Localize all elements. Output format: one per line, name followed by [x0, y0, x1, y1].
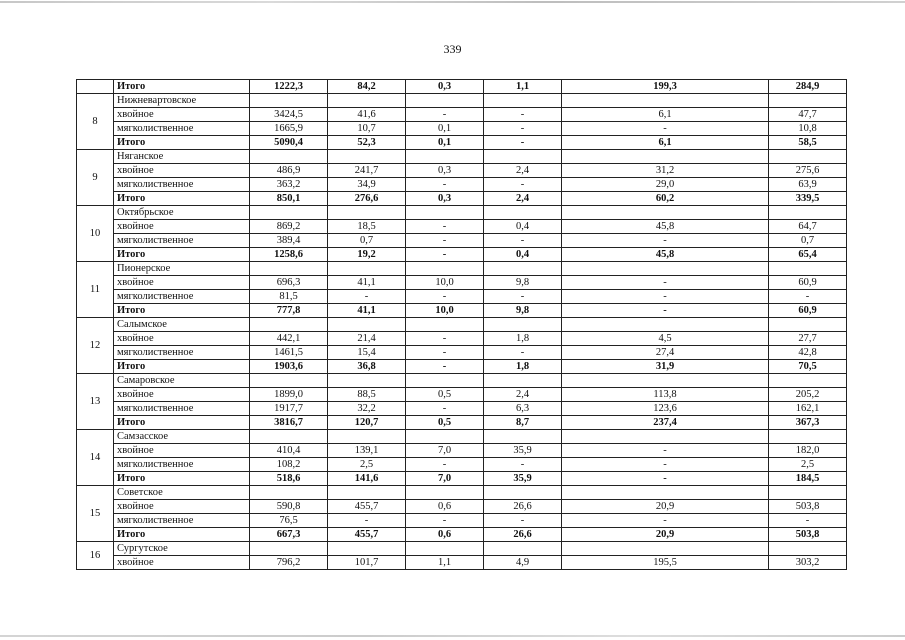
value-cell: 32,2 — [328, 402, 406, 416]
value-cell: 3816,7 — [250, 416, 328, 430]
empty-cell — [484, 542, 562, 556]
value-cell: 184,5 — [769, 472, 847, 486]
value-cell: 36,8 — [328, 360, 406, 374]
value-cell: 2,4 — [484, 388, 562, 402]
value-cell: 1,8 — [484, 332, 562, 346]
value-cell: - — [562, 514, 769, 528]
value-cell: 34,9 — [328, 178, 406, 192]
value-cell: - — [769, 290, 847, 304]
district-total-row — [77, 136, 847, 150]
value-cell: 45,8 — [562, 220, 769, 234]
value-cell: 9,8 — [484, 304, 562, 318]
empty-cell — [328, 542, 406, 556]
empty-cell — [562, 94, 769, 108]
value-cell: 199,3 — [562, 80, 769, 94]
value-cell: 850,1 — [250, 192, 328, 206]
species-row — [77, 514, 847, 528]
value-cell: - — [562, 122, 769, 136]
species-label: мягколиственное — [114, 290, 250, 304]
district-name: Салымское — [114, 318, 250, 332]
value-cell: 2,4 — [484, 164, 562, 178]
empty-cell — [484, 374, 562, 388]
district-name: Сургутское — [114, 542, 250, 556]
carryover-total-row — [77, 80, 847, 94]
species-label: хвойное — [114, 556, 250, 570]
value-cell: 1917,7 — [250, 402, 328, 416]
value-cell: 0,5 — [406, 416, 484, 430]
value-cell: 47,7 — [769, 108, 847, 122]
value-cell: 41,1 — [328, 304, 406, 318]
value-cell: 42,8 — [769, 346, 847, 360]
empty-cell — [328, 374, 406, 388]
row-number-cell — [77, 80, 114, 94]
species-label: хвойное — [114, 388, 250, 402]
empty-cell — [250, 486, 328, 500]
empty-cell — [562, 262, 769, 276]
value-cell: 20,9 — [562, 500, 769, 514]
value-cell: 0,7 — [328, 234, 406, 248]
value-cell: 367,3 — [769, 416, 847, 430]
total-label: Итого — [114, 360, 250, 374]
species-label: мягколиственное — [114, 458, 250, 472]
value-cell: - — [484, 234, 562, 248]
value-cell: 518,6 — [250, 472, 328, 486]
empty-cell — [406, 430, 484, 444]
district-header-row — [77, 262, 847, 276]
empty-cell — [562, 430, 769, 444]
empty-cell — [406, 374, 484, 388]
value-cell: 1222,3 — [250, 80, 328, 94]
value-cell: - — [406, 346, 484, 360]
value-cell: - — [484, 122, 562, 136]
value-cell: 6,1 — [562, 108, 769, 122]
empty-cell — [769, 262, 847, 276]
value-cell: 64,7 — [769, 220, 847, 234]
empty-cell — [328, 94, 406, 108]
empty-cell — [328, 206, 406, 220]
empty-cell — [769, 374, 847, 388]
district-total-row — [77, 360, 847, 374]
value-cell: - — [484, 514, 562, 528]
value-cell: 284,9 — [769, 80, 847, 94]
district-name: Пионерское — [114, 262, 250, 276]
value-cell: - — [406, 108, 484, 122]
empty-cell — [406, 542, 484, 556]
value-cell: 10,0 — [406, 276, 484, 290]
species-label: мягколиственное — [114, 178, 250, 192]
district-number: 15 — [77, 486, 114, 542]
species-row — [77, 458, 847, 472]
empty-cell — [769, 150, 847, 164]
empty-cell — [406, 206, 484, 220]
value-cell: 182,0 — [769, 444, 847, 458]
species-label: хвойное — [114, 164, 250, 178]
value-cell: 76,5 — [250, 514, 328, 528]
value-cell: 5090,4 — [250, 136, 328, 150]
total-label: Итого — [114, 472, 250, 486]
district-name: Октябрьское — [114, 206, 250, 220]
empty-cell — [250, 94, 328, 108]
district-name: Самаровское — [114, 374, 250, 388]
value-cell: 0,3 — [406, 164, 484, 178]
value-cell: 27,4 — [562, 346, 769, 360]
value-cell: 455,7 — [328, 528, 406, 542]
empty-cell — [250, 262, 328, 276]
value-cell: 65,4 — [769, 248, 847, 262]
value-cell: 60,9 — [769, 276, 847, 290]
value-cell: - — [562, 444, 769, 458]
value-cell: 442,1 — [250, 332, 328, 346]
district-total-row — [77, 304, 847, 318]
value-cell: - — [328, 290, 406, 304]
value-cell: 1903,6 — [250, 360, 328, 374]
value-cell: 195,5 — [562, 556, 769, 570]
value-cell: 1899,0 — [250, 388, 328, 402]
value-cell: 41,1 — [328, 276, 406, 290]
value-cell: 58,5 — [769, 136, 847, 150]
district-header-row — [77, 318, 847, 332]
species-row — [77, 122, 847, 136]
value-cell: - — [562, 276, 769, 290]
value-cell: 0,4 — [484, 220, 562, 234]
species-label: хвойное — [114, 332, 250, 346]
district-number: 12 — [77, 318, 114, 374]
value-cell: 0,4 — [484, 248, 562, 262]
value-cell: 363,2 — [250, 178, 328, 192]
species-label: хвойное — [114, 276, 250, 290]
value-cell: 70,5 — [769, 360, 847, 374]
empty-cell — [769, 206, 847, 220]
value-cell: 276,6 — [328, 192, 406, 206]
species-row — [77, 444, 847, 458]
value-cell: 18,5 — [328, 220, 406, 234]
empty-cell — [250, 374, 328, 388]
district-header-row — [77, 150, 847, 164]
empty-cell — [406, 94, 484, 108]
empty-cell — [484, 430, 562, 444]
value-cell: 275,6 — [769, 164, 847, 178]
value-cell: 503,8 — [769, 528, 847, 542]
value-cell: 26,6 — [484, 528, 562, 542]
total-label: Итого — [114, 416, 250, 430]
empty-cell — [250, 150, 328, 164]
district-name: Нижневартовское — [114, 94, 250, 108]
value-cell: 7,0 — [406, 444, 484, 458]
district-number: 8 — [77, 94, 114, 150]
value-cell: - — [406, 360, 484, 374]
empty-cell — [484, 94, 562, 108]
district-total-row — [77, 416, 847, 430]
species-label: хвойное — [114, 108, 250, 122]
value-cell: 6,1 — [562, 136, 769, 150]
value-cell: 0,1 — [406, 122, 484, 136]
empty-cell — [250, 430, 328, 444]
scan-edge-bottom — [0, 635, 905, 637]
value-cell: - — [562, 234, 769, 248]
value-cell: 8,7 — [484, 416, 562, 430]
empty-cell — [769, 94, 847, 108]
value-cell: 6,3 — [484, 402, 562, 416]
value-cell: - — [562, 472, 769, 486]
value-cell: 1665,9 — [250, 122, 328, 136]
empty-cell — [484, 206, 562, 220]
value-cell: 21,4 — [328, 332, 406, 346]
value-cell: - — [484, 178, 562, 192]
value-cell: 0,7 — [769, 234, 847, 248]
value-cell: 0,3 — [406, 80, 484, 94]
species-row — [77, 178, 847, 192]
value-cell: 869,2 — [250, 220, 328, 234]
empty-cell — [250, 206, 328, 220]
value-cell: 455,7 — [328, 500, 406, 514]
species-row — [77, 332, 847, 346]
value-cell: 123,6 — [562, 402, 769, 416]
district-total-row — [77, 528, 847, 542]
value-cell: 796,2 — [250, 556, 328, 570]
value-cell: 2,4 — [484, 192, 562, 206]
value-cell: 81,5 — [250, 290, 328, 304]
value-cell: 20,9 — [562, 528, 769, 542]
district-total-row — [77, 248, 847, 262]
value-cell: - — [562, 304, 769, 318]
district-number: 16 — [77, 542, 114, 570]
value-cell: 777,8 — [250, 304, 328, 318]
scan-edge-top — [0, 1, 905, 3]
empty-cell — [562, 486, 769, 500]
value-cell: - — [484, 290, 562, 304]
value-cell: - — [406, 332, 484, 346]
value-cell: 9,8 — [484, 276, 562, 290]
value-cell: 237,4 — [562, 416, 769, 430]
value-cell: 60,9 — [769, 304, 847, 318]
species-row — [77, 346, 847, 360]
total-label: Итого — [114, 304, 250, 318]
species-row — [77, 164, 847, 178]
species-label: хвойное — [114, 444, 250, 458]
district-name: Няганское — [114, 150, 250, 164]
district-header-row — [77, 542, 847, 556]
value-cell: 45,8 — [562, 248, 769, 262]
value-cell: 389,4 — [250, 234, 328, 248]
value-cell: - — [406, 290, 484, 304]
value-cell: 2,5 — [328, 458, 406, 472]
value-cell: 88,5 — [328, 388, 406, 402]
value-cell: 101,7 — [328, 556, 406, 570]
value-cell: 410,4 — [250, 444, 328, 458]
district-name: Советское — [114, 486, 250, 500]
value-cell: 1,8 — [484, 360, 562, 374]
value-cell: 503,8 — [769, 500, 847, 514]
value-cell: 84,2 — [328, 80, 406, 94]
species-row — [77, 108, 847, 122]
value-cell: - — [484, 458, 562, 472]
species-label: мягколиственное — [114, 122, 250, 136]
value-cell: 63,9 — [769, 178, 847, 192]
empty-cell — [328, 430, 406, 444]
value-cell: 29,0 — [562, 178, 769, 192]
value-cell: - — [484, 346, 562, 360]
species-row — [77, 402, 847, 416]
species-row — [77, 388, 847, 402]
value-cell: 141,6 — [328, 472, 406, 486]
value-cell: 486,9 — [250, 164, 328, 178]
empty-cell — [769, 430, 847, 444]
value-cell: 31,9 — [562, 360, 769, 374]
value-cell: - — [406, 234, 484, 248]
empty-cell — [328, 486, 406, 500]
empty-cell — [562, 150, 769, 164]
value-cell: 108,2 — [250, 458, 328, 472]
value-cell: 120,7 — [328, 416, 406, 430]
empty-cell — [406, 318, 484, 332]
value-cell: 0,6 — [406, 500, 484, 514]
species-row — [77, 290, 847, 304]
value-cell: 0,6 — [406, 528, 484, 542]
value-cell: 35,9 — [484, 472, 562, 486]
value-cell: 4,9 — [484, 556, 562, 570]
species-label: хвойное — [114, 220, 250, 234]
empty-cell — [406, 262, 484, 276]
empty-cell — [484, 486, 562, 500]
value-cell: 667,3 — [250, 528, 328, 542]
value-cell: - — [562, 290, 769, 304]
value-cell: 113,8 — [562, 388, 769, 402]
empty-cell — [250, 542, 328, 556]
value-cell: 26,6 — [484, 500, 562, 514]
value-cell: - — [328, 514, 406, 528]
value-cell: - — [406, 178, 484, 192]
empty-cell — [562, 542, 769, 556]
district-header-row — [77, 206, 847, 220]
value-cell: 35,9 — [484, 444, 562, 458]
value-cell: 1461,5 — [250, 346, 328, 360]
total-label: Итого — [114, 136, 250, 150]
empty-cell — [484, 150, 562, 164]
empty-cell — [250, 318, 328, 332]
value-cell: 339,5 — [769, 192, 847, 206]
district-header-row — [77, 430, 847, 444]
empty-cell — [328, 150, 406, 164]
value-cell: 41,6 — [328, 108, 406, 122]
value-cell: 19,2 — [328, 248, 406, 262]
district-number: 11 — [77, 262, 114, 318]
table-body — [77, 80, 847, 570]
value-cell: 10,8 — [769, 122, 847, 136]
value-cell: 162,1 — [769, 402, 847, 416]
district-name: Самзасское — [114, 430, 250, 444]
value-cell: 139,1 — [328, 444, 406, 458]
empty-cell — [484, 318, 562, 332]
value-cell: 27,7 — [769, 332, 847, 346]
value-cell: 241,7 — [328, 164, 406, 178]
value-cell: 0,3 — [406, 192, 484, 206]
empty-cell — [769, 542, 847, 556]
empty-cell — [406, 150, 484, 164]
district-header-row — [77, 94, 847, 108]
species-label: мягколиственное — [114, 514, 250, 528]
value-cell: - — [562, 458, 769, 472]
value-cell: 1258,6 — [250, 248, 328, 262]
value-cell: 60,2 — [562, 192, 769, 206]
value-cell: 0,1 — [406, 136, 484, 150]
value-cell: 15,4 — [328, 346, 406, 360]
species-label: мягколиственное — [114, 234, 250, 248]
value-cell: - — [406, 220, 484, 234]
species-label: мягколиственное — [114, 402, 250, 416]
empty-cell — [769, 318, 847, 332]
value-cell: - — [406, 514, 484, 528]
value-cell: 31,2 — [562, 164, 769, 178]
value-cell: 303,2 — [769, 556, 847, 570]
species-label: хвойное — [114, 500, 250, 514]
value-cell: 1,1 — [406, 556, 484, 570]
value-cell: 2,5 — [769, 458, 847, 472]
value-cell: - — [406, 402, 484, 416]
district-number: 10 — [77, 206, 114, 262]
value-cell: - — [484, 108, 562, 122]
page-number: 339 — [443, 42, 462, 56]
district-total-row — [77, 472, 847, 486]
species-row — [77, 276, 847, 290]
district-number: 9 — [77, 150, 114, 206]
value-cell: 696,3 — [250, 276, 328, 290]
district-number: 14 — [77, 430, 114, 486]
row-label: Итого — [114, 80, 250, 94]
empty-cell — [484, 262, 562, 276]
total-label: Итого — [114, 248, 250, 262]
species-label: мягколиственное — [114, 346, 250, 360]
empty-cell — [328, 318, 406, 332]
value-cell: - — [406, 248, 484, 262]
species-row — [77, 556, 847, 570]
forestry-table — [76, 79, 847, 570]
value-cell: 1,1 — [484, 80, 562, 94]
total-label: Итого — [114, 192, 250, 206]
value-cell: - — [769, 514, 847, 528]
value-cell: 0,5 — [406, 388, 484, 402]
value-cell: - — [406, 458, 484, 472]
empty-cell — [562, 318, 769, 332]
value-cell: 10,7 — [328, 122, 406, 136]
empty-cell — [562, 374, 769, 388]
district-number: 13 — [77, 374, 114, 430]
species-row — [77, 500, 847, 514]
empty-cell — [328, 262, 406, 276]
district-header-row — [77, 486, 847, 500]
district-total-row — [77, 192, 847, 206]
value-cell: 10,0 — [406, 304, 484, 318]
value-cell: 7,0 — [406, 472, 484, 486]
total-label: Итого — [114, 528, 250, 542]
value-cell: 3424,5 — [250, 108, 328, 122]
value-cell: 4,5 — [562, 332, 769, 346]
value-cell: 52,3 — [328, 136, 406, 150]
district-header-row — [77, 374, 847, 388]
value-cell: - — [484, 136, 562, 150]
empty-cell — [406, 486, 484, 500]
value-cell: 205,2 — [769, 388, 847, 402]
species-row — [77, 220, 847, 234]
empty-cell — [562, 206, 769, 220]
empty-cell — [769, 486, 847, 500]
species-row — [77, 234, 847, 248]
value-cell: 590,8 — [250, 500, 328, 514]
